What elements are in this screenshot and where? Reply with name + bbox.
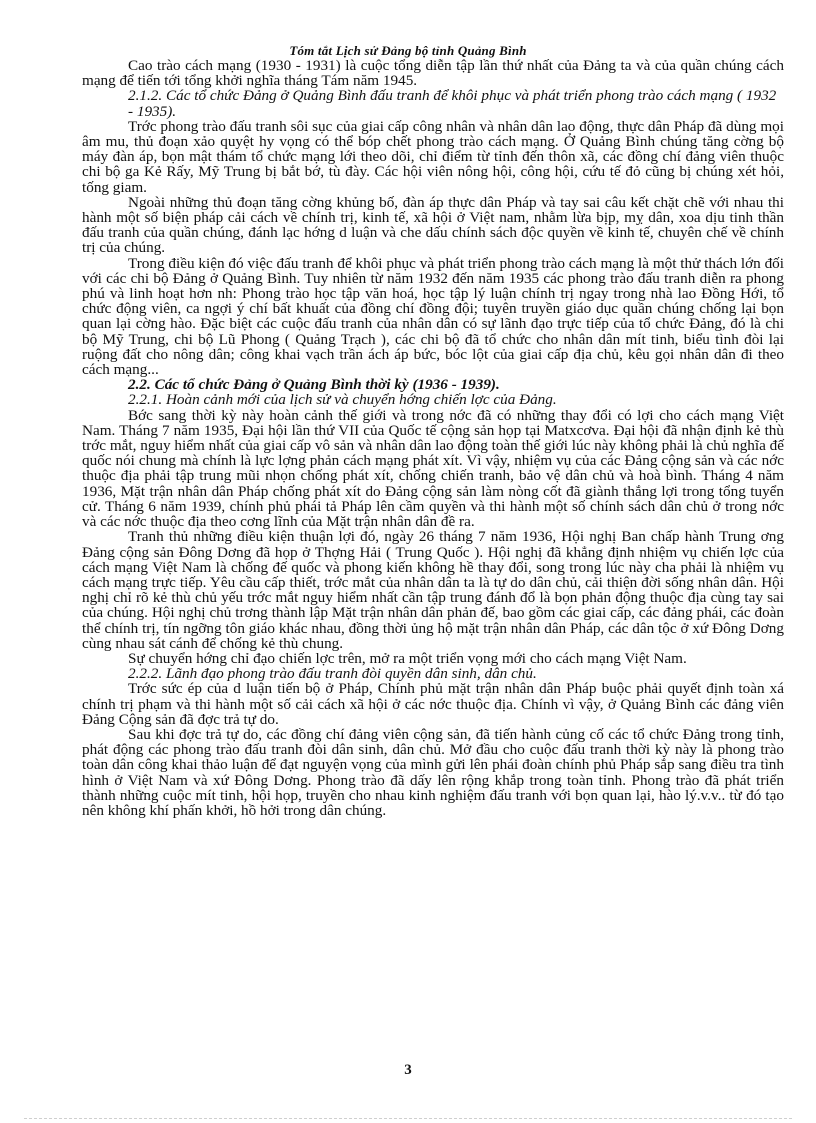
paragraph: Bớc sang thời kỳ này hoàn cảnh thế giới và trong nớc đã có những thay đổi có lợi cho cách mạng Việt Nam. Tháng 7 năm 1935, Đại hội lần thứ VII của Quốc tế cộng sản họp tại Matxcơva. Đại hội đã nhận định kẻ thù trớc mắt, nguy hiểm nhất của giai cấp vô sản và nhân dân lao động toàn thế giới lúc này không phải là chủ nghĩa đế quốc nói chung mà chính là lực lợng phản cách mạng phát xít. Vì vậy, nhiệm vụ của các Đảng cộng sản và các nớc thuộc địa phải tập trung mũi nhọn chống phát xít, chống chiến tranh, bảo vệ dân chủ và hoà bình. Tháng 4 năm 1936, Mặt trận nhân dân Pháp chống phát xít do Đảng cộng sản làm nòng cốt đã giành thắng lợi trong tổng tuyển cử. Tháng 6 năm 1939, chính phủ phái tả Pháp lên cầm quyền và thi hành một số chính sách dân chủ ở trong nớc và các nớc thuộc địa theo cơng lĩnh của Mặt trận nhân dân đề ra.	[82, 406, 784, 531]
body-text	[82, 58, 784, 818]
paragraph: Trong điều kiện đó việc đấu tranh để khôi phục và phát triển phong trào cách mạng là một thử thách lớn đối với các chi bộ Đảng ở Quảng Bình. Tuy nhiên từ năm 1932 đến năm 1935 các phong trào đấu tranh diễn ra phong phú và linh hoạt hơn nh: Phong trào học tập văn hoá, học tập lý luận chính trị ngay trong nhà lao Đồng Hới, tổ chức động viên, ca ngợi ý chí bất khuất của đồng chí đồng đội; tuyên truyền giáo dục quần chúng chống lại bọn quan lại cờng hào. Đặc biệt các cuộc đấu tranh của nhân dân có sự lãnh đạo trực tiếp của tổ chức Đảng, đó là chi bộ Mỹ Trung, chi bộ Lũ Phong ( Quảng Trạch ), các chi bộ đã tổ chức cho nhân dân mít tinh, biểu tình đòi lại ruộng đất cho nông dân; công khai vạch trần ách áp bức, bóc lột của giai cấp địa chủ, kêu gọi nhân dân đi theo cách mạng...	[82, 254, 784, 379]
paragraph: Tranh thủ những điều kiện thuận lợi đó, ngày 26 tháng 7 năm 1936, Hội nghị Ban chấp hành Trung ơng Đảng cộng sản Đông Dơng đã họp ở Thợng Hải ( Trung Quốc ). Hội nghị đã khẳng định nhiệm vụ chiến lợc của cách mạng Việt Nam là chống đế quốc và phong kiến không hề thay đổi, song trong lúc này cha phải là nhiệm vụ cách mạng trực tiếp. Yêu cầu cấp thiết, trớc mắt của nhân dân ta là tự do dân chủ, cải thiện đời sống nhân dân. Hội nghị chỉ rõ kẻ thù chủ yếu trớc mắt nguy hiểm nhất cần tập trung đánh đổ là bọn phản động thuộc địa cùng tay sai của chúng. Hội nghị chủ trơng thành lập Mặt trận nhân dân phản đế, bao gồm các giai cấp, các đảng phái, các đoàn thể chính trị, tín ngỡng tôn giáo khác nhau, đồng thời ủng hộ mặt trận nhân dân Pháp, các dân tộc ở xứ Đông Dơng cùng nhau sát cánh để chống kẻ thù chung.	[82, 528, 784, 652]
section-heading-2-2-1: 2.2.1. Hoàn cảnh mới của lịch sử và chuyển hớng chiến lợc của Đảng.	[128, 391, 557, 409]
paragraph: Ngoài những thủ đoạn tăng cờng khủng bố, đàn áp thực dân Pháp và tay sai câu kết chặt chẽ với nhau thi hành một số biện pháp cải cách về chính trị, kinh tế, xã hội ở Việt nam, nhằm lừa bịp, mỵ dân, xoa dịu tinh thần đấu tranh của quần chúng, đánh lạc hớng d luận và che dấu chính sách độc quyền về kinh tế, chuyên chế về chính trị của chúng.	[82, 193, 784, 257]
page-number: 3	[404, 1062, 412, 1078]
section-heading-2-2-2: 2.2.2. Lãnh đạo phong trào đấu tranh đòi quyền dân sinh, dân chủ.	[128, 665, 537, 683]
footer-divider	[24, 1118, 792, 1119]
paragraph: Sự chuyển hớng chỉ đạo chiến lợc trên, mở ra một triển vọng mới cho cách mạng Việt Nam.	[128, 649, 687, 667]
paragraph: Cao trào cách mạng (1930 - 1931) là cuộc tổng diễn tập lần thứ nhất của Đảng ta và của quần chúng cách mạng để tiến tới tổng khởi nghĩa tháng Tám năm 1945.	[82, 57, 784, 90]
paragraph: Sau khi đợc trả tự do, các đồng chí đảng viên cộng sản, đã tiến hành củng cố các tổ chức Đảng trong tỉnh, phát động các phong trào đấu tranh đòi dân sinh, dân chủ. Mở đầu cho cuộc đấu tranh thời kỳ này là phong trào toàn dân công khai thảo luận để đạt nguyện vọng của mình gửi lên phái đoàn chính phủ Pháp sắp sang điều tra tình hình ở Việt Nam và xứ Đông Dơng. Phong trào đã dấy lên rộng khắp trong toàn tỉnh. Phong trào đã phát triển thành những cuộc mít tinh, hội họp, truyền cho nhau kinh nghiệm đấu tranh với bọn quan lại, hào lý.v.v.. từ đó tạo nên không khí phấn khởi, hồ hởi trong dân chúng.	[82, 725, 784, 819]
section-heading-2-2: 2.2. Các tổ chức Đảng ở Quảng Bình thời kỳ (1936 - 1939).	[128, 376, 500, 394]
paragraph: Trớc sức ép của d luận tiến bộ ở Pháp, Chính phủ mặt trận nhân dân Pháp buộc phải quyết định toàn xá chính trị phạm và thi hành một số cải cách xã hội ở các nớc thuộc địa. Chính vì vậy, ở Quảng Bình các đảng viên Đảng Cộng sản đã đợc trả tự do.	[82, 680, 784, 728]
section-heading-2-1-2: 2.1.2. Các tổ chức Đảng ở Quảng Bình đấu tranh để khôi phục và phát triển phong trào cách mạng ( 1932 - 1935).	[128, 87, 777, 120]
paragraph: Trớc phong trào đấu tranh sôi sục của giai cấp công nhân và nhân dân lao động, thực dân Pháp đã dùng mọi âm mu, thủ đoạn xảo quyệt hy vọng có thể bóp chết phong trào cách mạng. Ở Quảng Bình chúng tăng cờng bộ máy đàn áp, bọn mật thám tổ chức mạng lới theo dõi, chỉ điểm từ tỉnh đến thôn xã, các đồng chí đảng viên thuộc chi bộ ga Kẻ Rấy, Mỹ Trung bị bắt bớ, tù đày. Các hội viên nông hội, công hội, cứu tế đỏ cũng bị chúng xét hỏi, tống giam.	[82, 117, 784, 196]
running-header: Tóm tắt Lịch sử Đảng bộ tỉnh Quảng Bình	[289, 43, 527, 58]
